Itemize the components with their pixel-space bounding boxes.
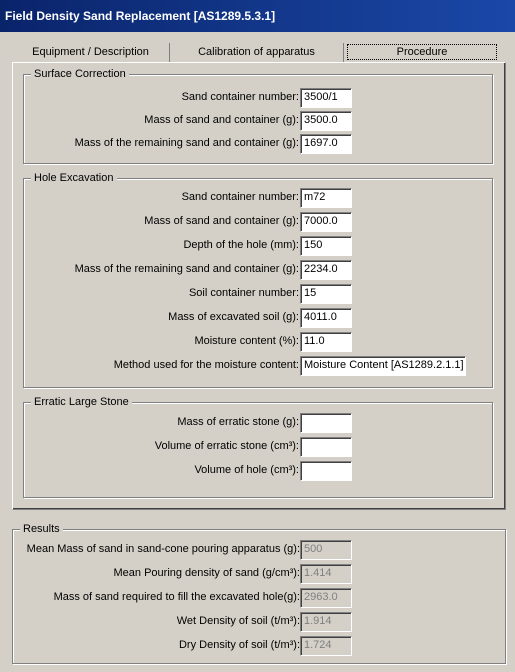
he-depth-row <box>24 236 494 256</box>
res-pouring-density-label: Mean Pouring density of sand (g/cm³): <box>113 567 300 579</box>
he-mass-remaining-label: Mass of the remaining sand and container (g): <box>74 263 299 275</box>
res-mean-mass-label: Mean Mass of sand in sand-cone pouring apparatus (g): <box>26 543 300 555</box>
sc-sand-container-row <box>24 88 494 108</box>
es-mass-field[interactable] <box>300 413 352 433</box>
tab-equipment-description[interactable]: Equipment / Description <box>12 43 170 63</box>
res-wet-density-label: Wet Density of soil (t/m³): <box>176 615 300 627</box>
results-legend: Results <box>20 523 63 536</box>
res-dry-density-row <box>13 636 507 656</box>
sc-mass-remaining-field[interactable]: 1697.0 <box>300 134 352 154</box>
sc-mass-sand-container-field[interactable]: 3500.0 <box>300 111 352 131</box>
window-title: Field Density Sand Replacement [AS1289.5.3.1] <box>0 0 515 32</box>
he-soil-container-row <box>24 284 494 304</box>
res-sand-required-row <box>13 588 507 608</box>
he-moisture-method-label: Method used for the moisture content: <box>113 359 299 371</box>
procedure-tab-panel <box>12 62 506 510</box>
sc-mass-sand-container-row <box>24 111 494 131</box>
sc-mass-remaining-label: Mass of the remaining sand and container (g): <box>74 137 299 149</box>
hole-excavation-group <box>23 172 493 388</box>
he-mass-sand-container-label: Mass of sand and container (g): <box>144 215 299 227</box>
res-sand-required-label: Mass of sand required to fill the excavated hole(g): <box>53 591 300 603</box>
hole-excavation-legend: Hole Excavation <box>31 172 117 185</box>
sc-sand-container-label: Sand container number: <box>181 91 299 103</box>
results-group <box>12 523 506 664</box>
es-volume-row <box>24 437 494 457</box>
he-mass-excavated-label: Mass of excavated soil (g): <box>168 311 299 323</box>
he-moisture-content-row <box>24 332 494 352</box>
sc-mass-sand-container-label: Mass of sand and container (g): <box>144 114 299 126</box>
he-moisture-method-row <box>24 356 494 376</box>
sc-sand-container-field[interactable]: 3500/1 <box>300 88 352 108</box>
res-wet-density-row <box>13 612 507 632</box>
he-depth-label: Depth of the hole (mm): <box>183 239 299 251</box>
he-soil-container-label: Soil container number: <box>188 287 299 299</box>
res-dry-density-field: 1.724 <box>300 636 352 656</box>
surface-correction-legend: Surface Correction <box>31 68 129 81</box>
tab-strip <box>12 43 506 63</box>
es-volume-field[interactable] <box>300 437 352 457</box>
sc-mass-remaining-row <box>24 134 494 154</box>
erratic-stone-legend: Erratic Large Stone <box>31 396 132 409</box>
erratic-stone-group <box>23 396 493 498</box>
he-mass-remaining-field[interactable]: 2234.0 <box>300 260 352 280</box>
res-mean-mass-field: 500 <box>300 540 352 560</box>
es-hole-volume-label: Volume of hole (cm³): <box>194 464 299 476</box>
he-mass-excavated-row <box>24 308 494 328</box>
he-sand-container-label: Sand container number: <box>181 191 299 203</box>
res-wet-density-field: 1.914 <box>300 612 352 632</box>
tab-procedure[interactable]: Procedure <box>347 44 497 60</box>
res-sand-required-field: 2963.0 <box>300 588 352 608</box>
surface-correction-group <box>23 68 493 164</box>
es-mass-row <box>24 413 494 433</box>
he-mass-excavated-field[interactable]: 4011.0 <box>300 308 352 328</box>
he-moisture-content-field[interactable]: 11.0 <box>300 332 352 352</box>
es-volume-label: Volume of erratic stone (cm³): <box>154 440 299 452</box>
he-mass-remaining-row <box>24 260 494 280</box>
he-mass-sand-container-field[interactable]: 7000.0 <box>300 212 352 232</box>
es-hole-volume-field[interactable] <box>300 461 352 481</box>
he-sand-container-field[interactable]: m72 <box>300 188 352 208</box>
res-dry-density-label: Dry Density of soil (t/m³): <box>178 639 300 651</box>
tab-calibration-of-apparatus[interactable]: Calibration of apparatus <box>170 43 344 63</box>
es-hole-volume-row <box>24 461 494 481</box>
he-soil-container-field[interactable]: 15 <box>300 284 352 304</box>
res-mean-mass-row <box>13 540 507 560</box>
he-sand-container-row <box>24 188 494 208</box>
res-pouring-density-row <box>13 564 507 584</box>
he-moisture-method-field[interactable]: Moisture Content [AS1289.2.1.1] <box>300 356 466 376</box>
he-moisture-content-label: Moisture content (%): <box>194 335 299 347</box>
es-mass-label: Mass of erratic stone (g): <box>177 416 299 428</box>
he-mass-sand-container-row <box>24 212 494 232</box>
he-depth-field[interactable]: 150 <box>300 236 352 256</box>
res-pouring-density-field: 1.414 <box>300 564 352 584</box>
